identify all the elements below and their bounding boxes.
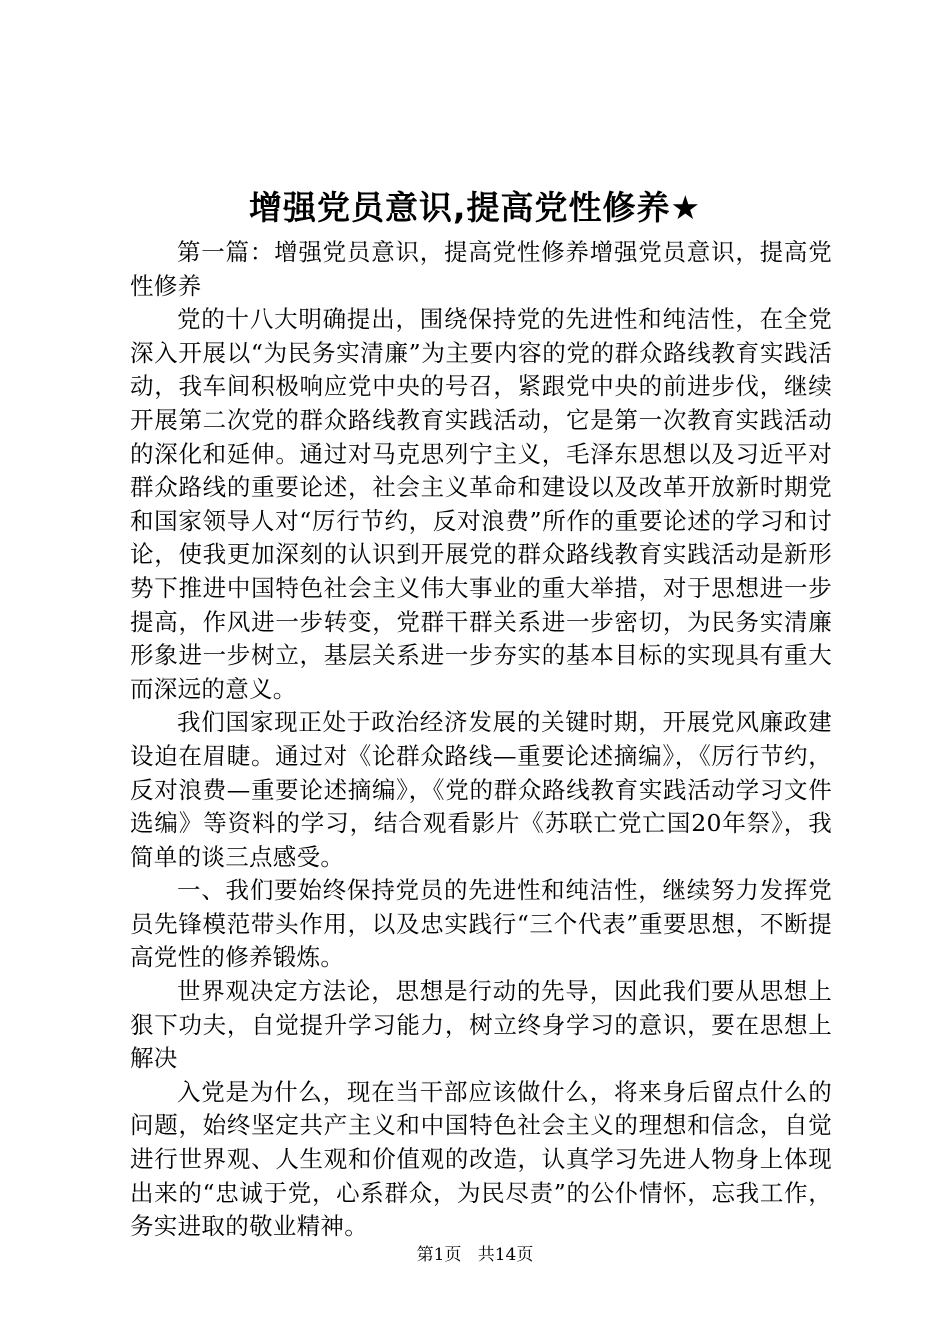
page-footer	[0, 1243, 950, 1267]
paragraph: 第一篇：增强党员意识，提高党性修养增强党员意识，提高党性修养	[130, 238, 832, 300]
paragraph: 党的十八大明确提出，围绕保持党的先进性和纯洁性，在全党深入开展以“为民务实清廉”为主要内容的党的群众路线教育实践活动，我车间积极响应党中央的号召，紧跟党中央的前进步伐，继续开展第二次党的群众路线教育实践活动，它是第一次教育实践活动的深化和延伸。通过对马克思列宁主义，毛泽东思想以及习近平对群众路线的重要论述，社会主义革命和建设以及改革开放新时期党和国家领导人对“厉行节约，反对浪费”所作的重要论述的学习和讨论，使我更加深刻的认识到开展党的群众路线教育实践活动是新形势下推进中国特色社会主义伟大事业的重大举措，对于思想进一步提高，作风进一步转变，党群干群关系进一步密切，为民务实清廉形象进一步树立，基层关系进一步夯实的基本目标的实现具有重大而深远的意义。	[130, 305, 832, 703]
paragraph: 世界观决定方法论，思想是行动的先导，因此我们要从思想上狠下功夫，自觉提升学习能力，树立终身学习的意识，要在思想上解决	[130, 977, 832, 1073]
document-title: 增强党员意识,提高党性修养★	[248, 188, 702, 227]
paragraph: 一、我们要始终保持党员的先进性和纯洁性，继续努力发挥党员先锋模范带头作用，以及忠实践行“三个代表”重要思想，不断提高党性的修养锻炼。	[130, 876, 832, 972]
paragraph: 入党是为什么，现在当干部应该做什么，将来身后留点什么的问题，始终坚定共产主义和中国特色社会主义的理想和信念，自觉进行世界观、人生观和价值观的改造，认真学习先进人物身上体现出来的“忠诚于党，心系群众，为民尽责”的公仆情怀，忘我工作，务实进取的敬业精神。	[130, 1077, 832, 1241]
document-body	[130, 236, 832, 1244]
page-number-current: 第1页	[416, 1245, 462, 1265]
page-number-total: 共14页	[477, 1245, 534, 1265]
footer-spacer	[467, 1245, 472, 1265]
paragraph: 我们国家现正处于政治经济发展的关键时期，开展党风廉政建设迫在眉睫。通过对《论群众路线—重要论述摘编》，《厉行节约，反对浪费—重要论述摘编》，《党的群众路线教育实践活动学习文件选编》等资料的学习，结合观看影片《苏联亡党亡国20年祭》，我简单的谈三点感受。	[130, 708, 832, 871]
